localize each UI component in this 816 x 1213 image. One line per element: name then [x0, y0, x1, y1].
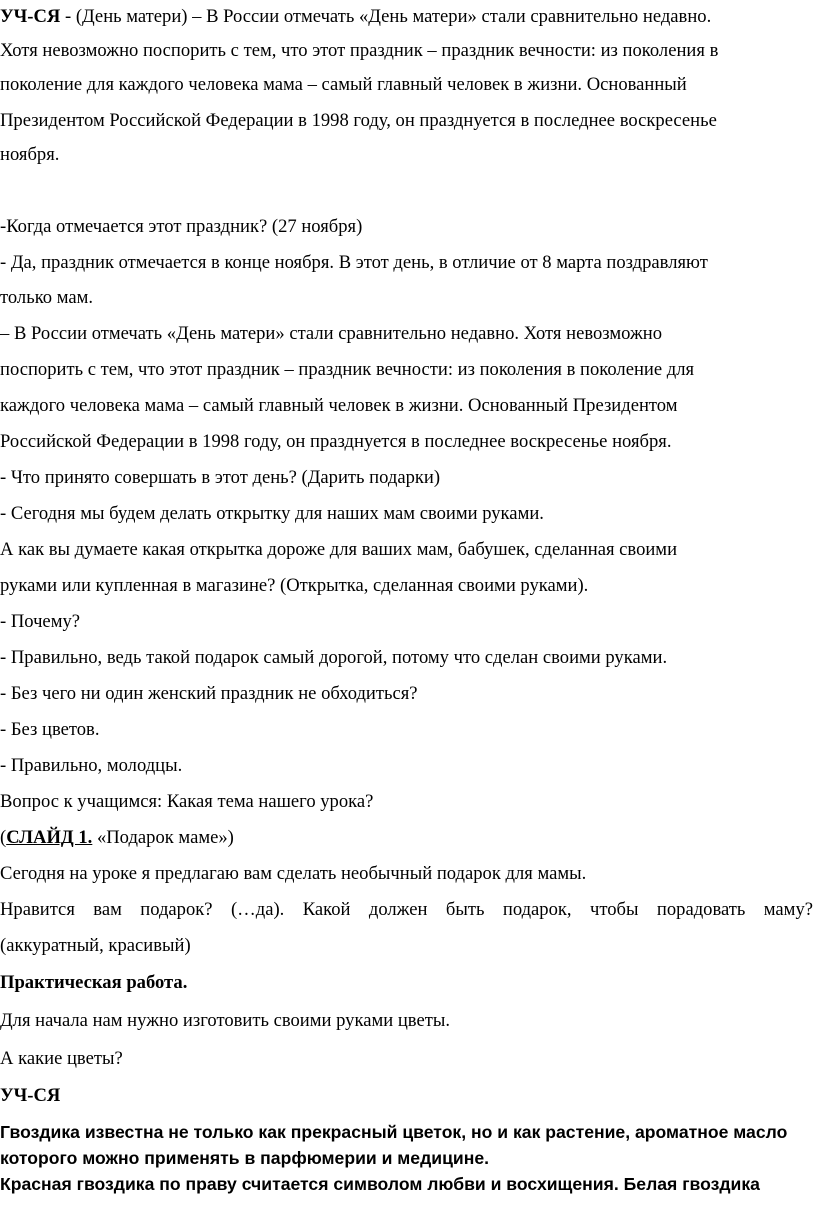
practical-line-2: А какие цветы? [0, 1048, 123, 1069]
question-line-4: руками или купленная в магазине? (Открытка, сделанная своими руками). [0, 575, 589, 596]
question-line-7: Вопрос к учащимся: Какая тема нашего урока? [0, 791, 374, 812]
answer-line-1: - Да, праздник отмечается в конце ноября. В этот день, в отличие от 8 марта поздравляют [0, 252, 708, 273]
paragraph-line-9: Российской Федерации в 1998 году, он празднуется в последнее воскресенье ноября. [0, 431, 672, 452]
section-heading-students: УЧ-СЯ [0, 1085, 61, 1106]
carnation-line-3: Красная гвоздика по праву считается символом любви и восхищения. Белая гвоздика [0, 1174, 760, 1194]
answer-line-2: только мам. [0, 287, 94, 308]
paragraph-line-3: поколение для каждого человека мама – самый главный человек в жизни. Основанный [0, 74, 687, 95]
statement-line-4: Сегодня на уроке я предлагаю вам сделать необычный подарок для мамы. [0, 863, 587, 884]
section-heading-practical: Практическая работа. [0, 972, 188, 993]
answer-line-3: - Без цветов. [0, 719, 100, 740]
paragraph-line-7: поспорить с тем, что этот праздник – праздник вечности: из поколения в поколение для [0, 359, 695, 380]
question-line-1: -Когда отмечается этот праздник? (27 ноября) [0, 216, 363, 237]
statement-line-3: - Правильно, молодцы. [0, 755, 183, 776]
question-line-2: - Что принято совершать в этот день? (Дарить подарки) [0, 467, 441, 488]
answer-line-4: (аккуратный, красивый) [0, 935, 191, 956]
slide-label: СЛАЙД 1. [6, 827, 93, 848]
question-line-5: - Почему? [0, 611, 81, 632]
paragraph-line-1: УЧ-СЯ - (День матери) – В России отмечать «День матери» стали сравнительно недавно. [0, 6, 712, 27]
paragraph-line-2: Хотя невозможно поспорить с тем, что этот праздник – праздник вечности: из поколения в [0, 40, 719, 61]
carnation-line-1: Гвоздика известна не только как прекрасный цветок, но и как растение, ароматное масло [0, 1122, 788, 1142]
statement-line-2: - Правильно, ведь такой подарок самый дорогой, потому что сделан своими руками. [0, 647, 668, 668]
statement-line-1: - Сегодня мы будем делать открытку для наших мам своими руками. [0, 503, 544, 524]
carnation-line-2: которого можно применять в парфюмерии и медицине. [0, 1148, 490, 1168]
paragraph-line-4: Президентом Российской Федерации в 1998 году, он празднуется в последнее воскресенье [0, 110, 717, 131]
question-line-8: Нравится вам подарок? (…да). Какой должен быть подарок, чтобы порадовать маму? [0, 899, 813, 920]
speaker-label: УЧ-СЯ [0, 6, 61, 27]
slide-reference: (СЛАЙД 1. «Подарок маме») [0, 827, 234, 848]
practical-line-1: Для начала нам нужно изготовить своими руками цветы. [0, 1010, 450, 1031]
question-line-6: - Без чего ни один женский праздник не обходиться? [0, 683, 418, 704]
paragraph-line-5: ноября. [0, 144, 60, 165]
paragraph-line-6: – В России отмечать «День матери» стали сравнительно недавно. Хотя невозможно [0, 323, 663, 344]
question-line-3: А как вы думаете какая открытка дороже для ваших мам, бабушек, сделанная своими [0, 539, 678, 560]
paragraph-line-8: каждого человека мама – самый главный человек в жизни. Основанный Президентом [0, 395, 678, 416]
